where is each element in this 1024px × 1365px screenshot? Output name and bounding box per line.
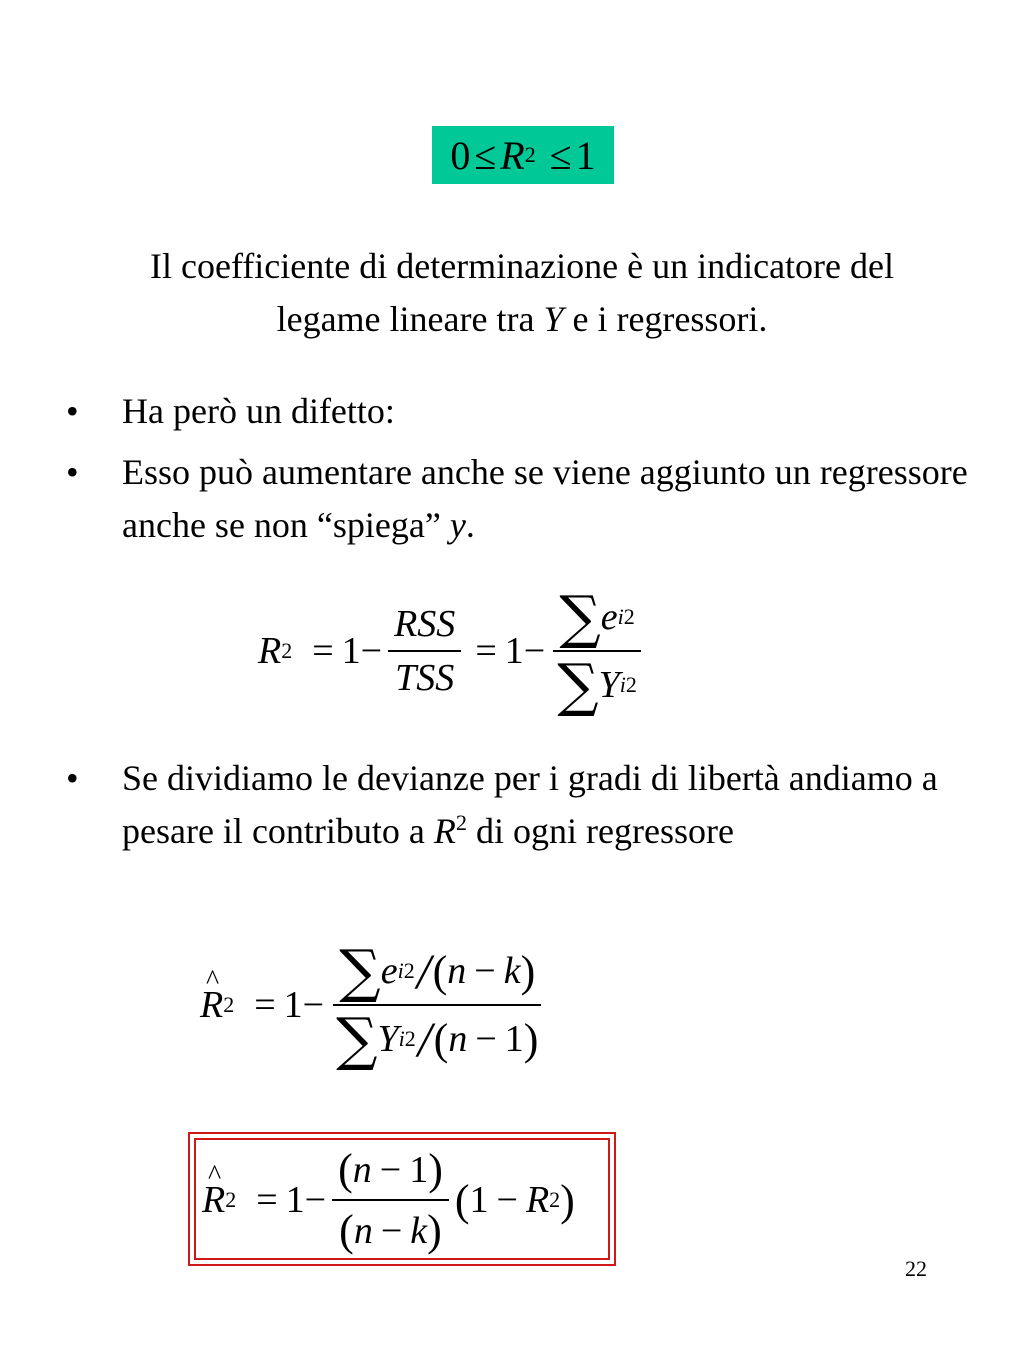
eq-minus: − [496, 1179, 518, 1221]
rparen: ) [427, 1206, 442, 1255]
bullet-item [66, 385, 972, 438]
bullet-dot: • [66, 758, 79, 798]
bullet-item [66, 446, 972, 552]
eq-equals: = [312, 630, 334, 672]
bullet-tail: . [465, 505, 475, 545]
intro-text-1: Il coefficiente di determinazione è un indicatore del legame lineare tra [150, 246, 894, 339]
boxed-formula [188, 1132, 616, 1266]
bullet-dot: • [66, 391, 79, 431]
eq-minus: − [379, 1148, 402, 1191]
bullet-text: Se dividiamo le devianze per i gradi di libertà andiamo a pesare il contributo a [122, 758, 938, 851]
intro-y: Y [543, 299, 564, 339]
tss: TSS [395, 657, 455, 699]
fraction-rss-tss [388, 602, 461, 700]
eq-minus: − [360, 630, 383, 672]
le-sign: ≤ [474, 132, 497, 178]
fraction-adjusted: ∑ e i 2 / ( n − k ) ∑ Y i 2 / ( n − 1 ) [330, 942, 544, 1068]
rparen: ) [523, 1014, 539, 1064]
bullet-text: Ha però un difetto: [122, 391, 395, 431]
bullet-text: Esso può aumentare anche se viene aggiunto un regressore anche se non “spiega” [122, 452, 968, 545]
eq-minus: − [380, 1209, 403, 1252]
eq-minus: − [474, 950, 496, 992]
rparen: ) [428, 1145, 443, 1194]
page-number: 22 [905, 1256, 927, 1281]
eq-one: 1 [504, 630, 524, 672]
lparen: ( [339, 1206, 354, 1255]
eq-minus: − [302, 984, 325, 1026]
eq-one: 1 [341, 630, 361, 672]
n-var: n [447, 950, 467, 992]
lparen: ( [338, 1145, 353, 1194]
slash: / [416, 943, 431, 999]
fraction-sums: ∑ e i 2 ∑ Y i 2 [551, 588, 643, 714]
equation-adjusted-r2-short: ^ R 2 = 1 − ( n − 1 ) ( n − k ) ( 1 − R 2 ) [202, 1144, 575, 1256]
eq-one: 1 [504, 1018, 524, 1060]
k-var: k [410, 1209, 428, 1252]
lparen: ( [433, 1014, 449, 1064]
rss: RSS [394, 603, 456, 645]
y-var: Y [598, 664, 620, 706]
equation-r2: R 2 = 1 − $\frac{\text{RSS}}{\text{TSS}}$ = 1 − ∑ e i 2 ∑ Y i 2 [258, 588, 649, 714]
one: 1 [575, 132, 596, 178]
eq-minus: − [475, 1018, 497, 1060]
e-var: e [380, 950, 398, 992]
bullet-text-2: di ogni regressore [467, 811, 734, 851]
r-hat: ^ R [200, 983, 223, 1027]
e-var: e [600, 596, 618, 638]
bullet-var: y [449, 505, 466, 545]
bullet-list-a [66, 385, 972, 552]
lparen: ( [432, 946, 448, 996]
sum-symbol: ∑ [336, 1005, 378, 1073]
bullet-exp: 2 [455, 810, 468, 835]
rparen: ) [560, 1175, 575, 1225]
eq-minus: − [304, 1179, 327, 1221]
r-var: R [525, 1179, 550, 1221]
rparen: ) [520, 946, 536, 996]
r-var: R [500, 132, 525, 178]
fraction-dof [332, 1144, 449, 1256]
n-var: n [352, 1148, 372, 1191]
sum-symbol: ∑ [557, 651, 599, 719]
eq-one: 1 [409, 1148, 429, 1191]
r-hat: ^ R [202, 1178, 225, 1222]
eq-one: 1 [469, 1179, 489, 1221]
lparen: ( [454, 1175, 470, 1225]
eq-var: R [258, 630, 282, 672]
slash: / [417, 1011, 432, 1067]
eq-one: 1 [285, 1179, 305, 1221]
zero: 0 [450, 132, 471, 178]
eq-equals: = [256, 1179, 278, 1221]
eq-equals: = [254, 984, 276, 1026]
bullet-r: R [433, 811, 456, 851]
bullet-item [66, 752, 972, 858]
sum-symbol: ∑ [339, 937, 381, 1005]
bullet-dot: • [66, 452, 79, 492]
equation-adjusted-r2: ^ R 2 = 1 − ∑ e i 2 / ( n − k ) ∑ Y i 2 / ( n − 1 ) [200, 942, 550, 1068]
n-var: n [448, 1018, 468, 1060]
le-sign-2: ≤ [549, 132, 572, 178]
eq-minus: − [523, 630, 546, 672]
bullet-list-b [66, 752, 972, 858]
intro-text-2: e i regressori. [563, 299, 768, 339]
y-var: Y [377, 1018, 399, 1060]
n-var: n [353, 1209, 373, 1252]
sum-symbol: ∑ [559, 583, 601, 651]
eq-equals: = [475, 630, 497, 672]
intro-paragraph [150, 240, 894, 346]
k-var: k [503, 950, 521, 992]
eq-one: 1 [283, 984, 303, 1026]
inequality-box: 0 ≤ R 2 ≤ 1 [432, 126, 614, 184]
